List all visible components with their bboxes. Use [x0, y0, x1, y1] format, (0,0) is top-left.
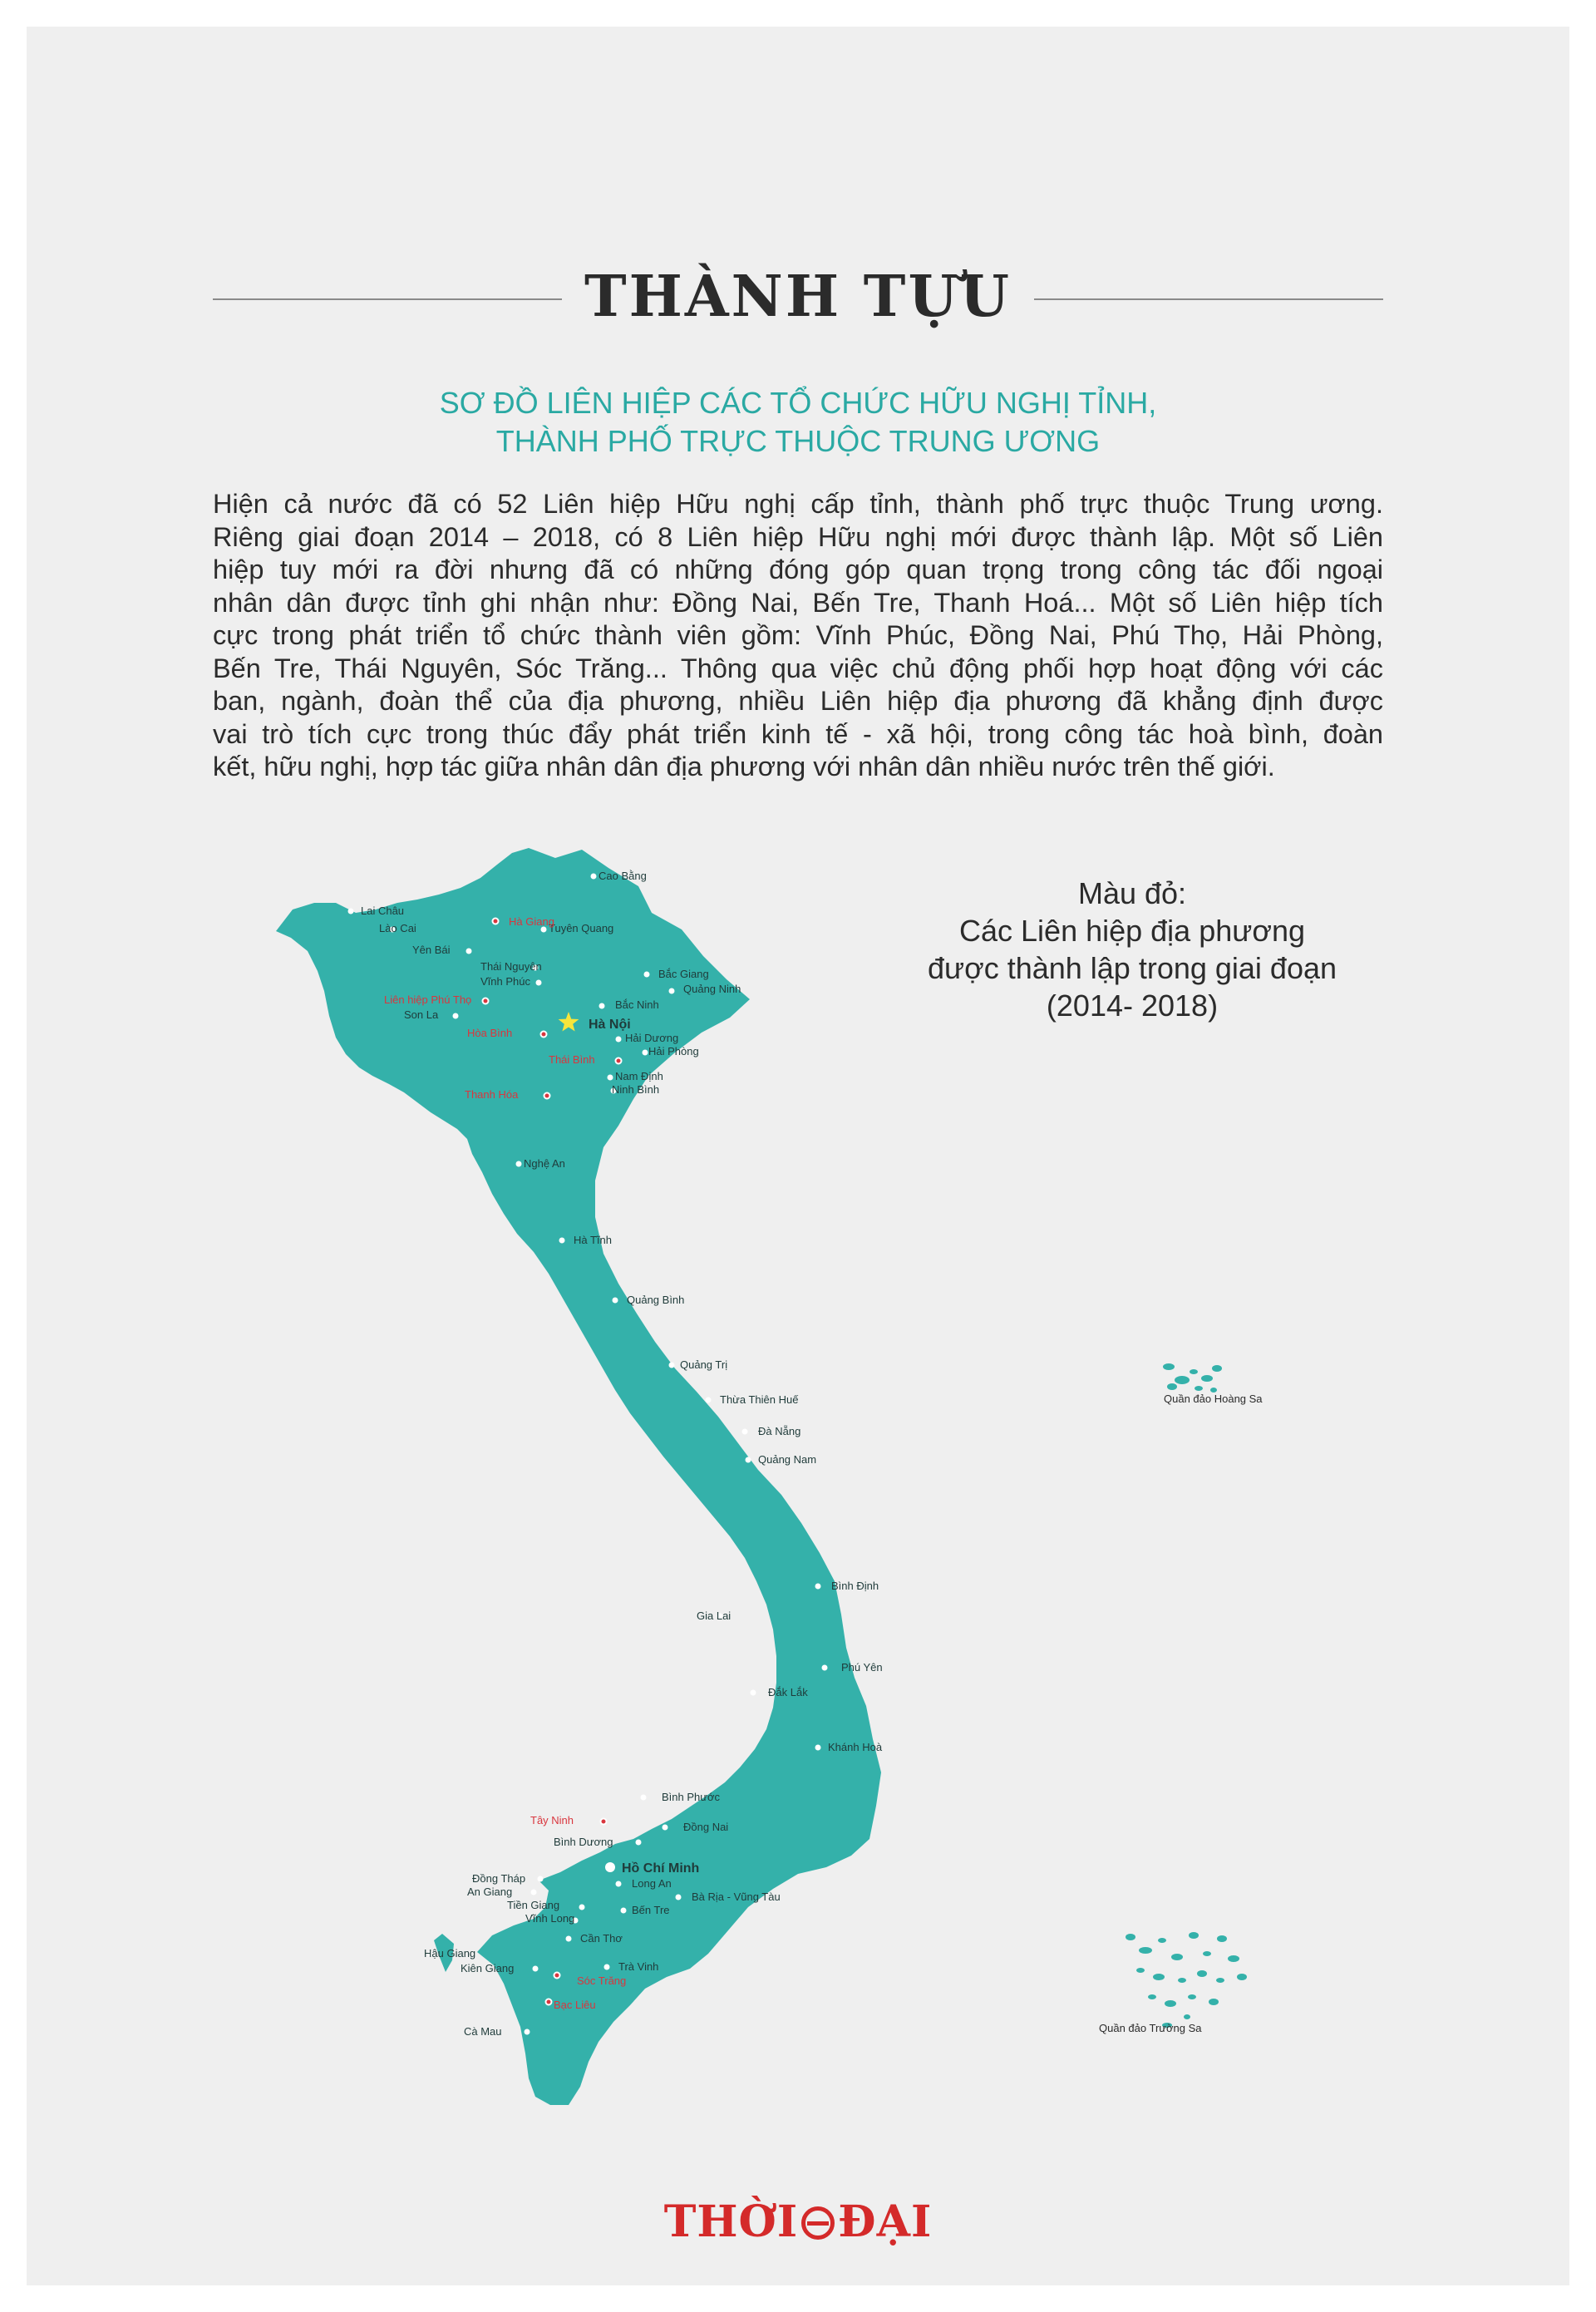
- place-dot: [591, 874, 597, 880]
- place-dot: [822, 1665, 828, 1671]
- place-label: Tiền Giang: [507, 1899, 560, 1911]
- place-label: Long An: [632, 1877, 672, 1890]
- place-dot: [616, 1881, 622, 1887]
- place-dot: [483, 998, 489, 1004]
- place-dot: [566, 1936, 572, 1942]
- place-dot: [643, 1050, 648, 1056]
- place-dot: [636, 1840, 642, 1846]
- place-label: Bà Rịa - Vũng Tàu: [692, 1891, 781, 1903]
- subtitle-line: SƠ ĐỒ LIÊN HIỆP CÁC TỔ CHỨC HỮU NGHỊ TỈNH,: [439, 386, 1157, 420]
- island-shape: [1216, 1978, 1224, 1983]
- place-label: Hà Tĩnh: [574, 1234, 613, 1246]
- place-dot: [669, 1363, 675, 1368]
- place-label: Hòa Bình: [467, 1027, 513, 1039]
- place-dot: [669, 988, 675, 994]
- place-dot: [536, 980, 542, 986]
- truong-sa-islands: [1126, 1932, 1247, 2028]
- place-dot: [746, 1457, 751, 1463]
- place-dot: [525, 2029, 530, 2035]
- island-shape: [1148, 1994, 1156, 1999]
- vietnam-map: [27, 27, 1569, 2285]
- place-dot: [541, 1032, 547, 1038]
- place-label: Tây Ninh: [530, 1814, 574, 1826]
- place-dot: [706, 1398, 712, 1403]
- island-shape: [1195, 1386, 1203, 1391]
- place-dot: [466, 949, 472, 954]
- island-shape: [1188, 1994, 1196, 1999]
- place-dot: [544, 1093, 550, 1099]
- logo-text-left: THỜI: [663, 2196, 799, 2247]
- island-shape: [1178, 1978, 1186, 1983]
- paragraph-line: vai trò tích cực trong thúc đẩy phát triển kinh tế - xã hội, trong công tác hoà bình, đoàn: [213, 718, 1383, 749]
- island-shape: [1190, 1369, 1198, 1374]
- place-dot: [742, 1429, 748, 1435]
- island-shape: [1171, 1954, 1183, 1960]
- infographic-page: [27, 27, 1569, 2285]
- place-dot: [579, 1905, 585, 1910]
- page-title: THÀNH TỰU: [584, 264, 1012, 330]
- place-label: Trà Vinh: [618, 1960, 659, 1973]
- place-label: Quảng Trị: [680, 1358, 728, 1371]
- place-label: Ninh Bình: [612, 1083, 660, 1096]
- place-label: Bình Phước: [662, 1791, 720, 1803]
- place-label: Hải Phòng: [648, 1045, 699, 1057]
- island-shape: [1201, 1375, 1213, 1382]
- place-label: Đắk Lắk: [768, 1686, 808, 1698]
- place-label: Gia Lai: [697, 1610, 732, 1622]
- place-label: Hà Giang: [509, 915, 554, 928]
- place-label: An Giang: [467, 1886, 513, 1898]
- place-label: Bắc Ninh: [615, 998, 659, 1011]
- paragraph-line: nhân dân được tỉnh ghi nhận như: Đồng Nai, Bến Tre, Thanh Hoá... Một số Liên hiệp tích: [213, 587, 1383, 618]
- island-shape: [1203, 1951, 1211, 1956]
- place-dot: [815, 1745, 821, 1751]
- place-dot: [621, 1908, 627, 1914]
- island-shape: [1139, 1947, 1152, 1954]
- place-label: Thái Bình: [549, 1053, 595, 1066]
- hoang-sa-islands: [1163, 1363, 1222, 1393]
- legend-line: Các Liên hiệp địa phương: [959, 914, 1305, 948]
- place-label: Hậu Giang: [424, 1947, 476, 1960]
- place-dot: [608, 1075, 613, 1081]
- legend-line: Màu đỏ:: [1077, 876, 1187, 910]
- place-label: Bạc Liêu: [554, 1999, 596, 2011]
- island-shape: [1237, 1974, 1247, 1980]
- place-label: Kiên Giang: [461, 1962, 515, 1974]
- island-shape: [1158, 1938, 1166, 1943]
- place-dot: [493, 919, 499, 924]
- place-dot: [604, 1964, 610, 1970]
- place-dot: [599, 1003, 605, 1009]
- island-shape: [1163, 1363, 1175, 1370]
- island-shape: [1184, 2014, 1190, 2019]
- paragraph-line: Riêng giai đoạn 2014 – 2018, có 8 Liên hiệp Hữu nghị mới được thành lập. Một số Liên: [213, 521, 1383, 552]
- place-dot: [613, 1298, 618, 1304]
- place-label: Quảng Nam: [758, 1453, 817, 1466]
- island-shape: [1209, 1999, 1219, 2005]
- place-label: Quảng Ninh: [683, 983, 741, 995]
- vietnam-landmass: [276, 848, 881, 2105]
- island-shape: [1153, 1974, 1165, 1980]
- place-label: Tuyên Quang: [549, 922, 614, 934]
- place-label: Thái Nguyên: [480, 960, 542, 973]
- place-dot: [516, 1161, 522, 1167]
- place-label: Quảng Bình: [627, 1294, 685, 1306]
- place-label: Lai Châu: [361, 905, 405, 917]
- thoi-dai-logo: [27, 2196, 1569, 2247]
- place-label: Đồng Tháp: [472, 1872, 526, 1885]
- place-dot: [663, 1825, 668, 1831]
- place-label: Bình Định: [831, 1580, 879, 1592]
- place-label: Đà Nẵng: [758, 1425, 801, 1437]
- paragraph-line: Bến Tre, Thái Nguyên, Sóc Trăng... Thông qua việc chủ động phối hợp hoạt động với các: [213, 653, 1383, 683]
- place-dot: [559, 1238, 565, 1244]
- logo-text-right: ĐẠI: [838, 2196, 933, 2247]
- place-label: Khánh Hoà: [828, 1741, 883, 1753]
- subtitle-line: THÀNH PHỐ TRỰC THUỘC TRUNG ƯƠNG: [495, 424, 1101, 458]
- place-label: Cà Mau: [464, 2025, 502, 2038]
- island-shape: [1189, 1932, 1199, 1939]
- place-label: Hải Dương: [625, 1032, 679, 1044]
- place-dot: [605, 1862, 615, 1872]
- place-dot: [348, 909, 354, 914]
- place-label: Yên Bái: [412, 944, 451, 956]
- island-shape: [1212, 1365, 1222, 1372]
- place-label: Hồ Chí Minh: [622, 1861, 700, 1876]
- place-label: Bình Dương: [554, 1836, 613, 1848]
- island-shape: [1126, 1934, 1135, 1940]
- place-label: Liên hiệp Phú Thọ: [384, 993, 472, 1006]
- place-label: Lào Cai: [379, 922, 416, 934]
- place-label: Hà Nội: [589, 1018, 631, 1032]
- place-dot: [533, 1966, 539, 1972]
- place-dot: [815, 1584, 821, 1590]
- place-label: Vĩnh Phúc: [480, 975, 530, 988]
- place-label: Vĩnh Long: [525, 1912, 575, 1925]
- place-label: Cao Bằng: [598, 870, 647, 882]
- island-shape: [1228, 1955, 1239, 1962]
- place-dot: [616, 1058, 622, 1064]
- place-label: Bến Tre: [632, 1904, 670, 1916]
- globe-icon: [801, 2206, 835, 2240]
- legend-line: được thành lập trong giai đoạn: [927, 951, 1337, 985]
- place-label: Thừa Thiên Huế: [720, 1393, 799, 1406]
- paragraph-line: kết, hữu nghị, hợp tác giữa nhân dân địa phương với nhân dân nhiều nước trên thế giới.: [213, 752, 1275, 781]
- place-dot: [644, 972, 650, 978]
- paragraph-line: cực trong phát triển tổ chức thành viên gồm: Vĩnh Phúc, Đồng Nai, Phú Thọ, Hải Phòng,: [213, 620, 1383, 650]
- place-label: Bắc Giang: [658, 968, 709, 980]
- place-dot: [453, 1013, 459, 1019]
- paragraph-line: ban, ngành, đoàn thể của địa phương, nhiều Liên hiệp địa phương đã khẳng định được: [213, 686, 1383, 716]
- island-label-hoang-sa: Quần đảo Hoàng Sa: [1164, 1393, 1263, 1405]
- place-label: Nghệ An: [524, 1157, 565, 1170]
- island-shape: [1197, 1970, 1207, 1977]
- island-shape: [1167, 1383, 1177, 1390]
- place-dot: [546, 1999, 552, 2005]
- place-dot: [641, 1795, 647, 1801]
- place-label: Đồng Nai: [683, 1821, 729, 1833]
- island-label-truong-sa: Quần đảo Trường Sa: [1099, 2022, 1202, 2034]
- place-label: Thanh Hóa: [465, 1088, 519, 1101]
- place-dot: [554, 1973, 560, 1979]
- legend-line: (2014- 2018): [1046, 988, 1219, 1023]
- place-dot: [616, 1037, 622, 1043]
- paragraph-line: hiệp tuy mới ra đời nhưng đã có những đóng góp quan trọng trong công tác đối ngoại: [213, 555, 1383, 584]
- place-dot: [538, 1876, 544, 1882]
- island-shape: [1175, 1376, 1190, 1384]
- place-label: Son La: [404, 1008, 439, 1021]
- island-shape: [1165, 2000, 1176, 2007]
- place-label: Sóc Trăng: [577, 1974, 627, 1987]
- place-label: Nam Định: [615, 1070, 663, 1082]
- place-dot: [601, 1819, 607, 1825]
- paragraph-line: Hiện cả nước đã có 52 Liên hiệp Hữu nghị cấp tỉnh, thành phố trực thuộc Trung ương.: [213, 489, 1383, 519]
- place-label: Cần Thơ: [580, 1932, 623, 1945]
- place-dot: [676, 1895, 682, 1900]
- island-shape: [1217, 1935, 1227, 1942]
- island-shape: [1136, 1968, 1145, 1973]
- place-dot: [531, 1890, 537, 1895]
- place-label: Phú Yên: [841, 1661, 883, 1674]
- mainland-shape: [276, 848, 881, 2105]
- place-dot: [751, 1690, 756, 1696]
